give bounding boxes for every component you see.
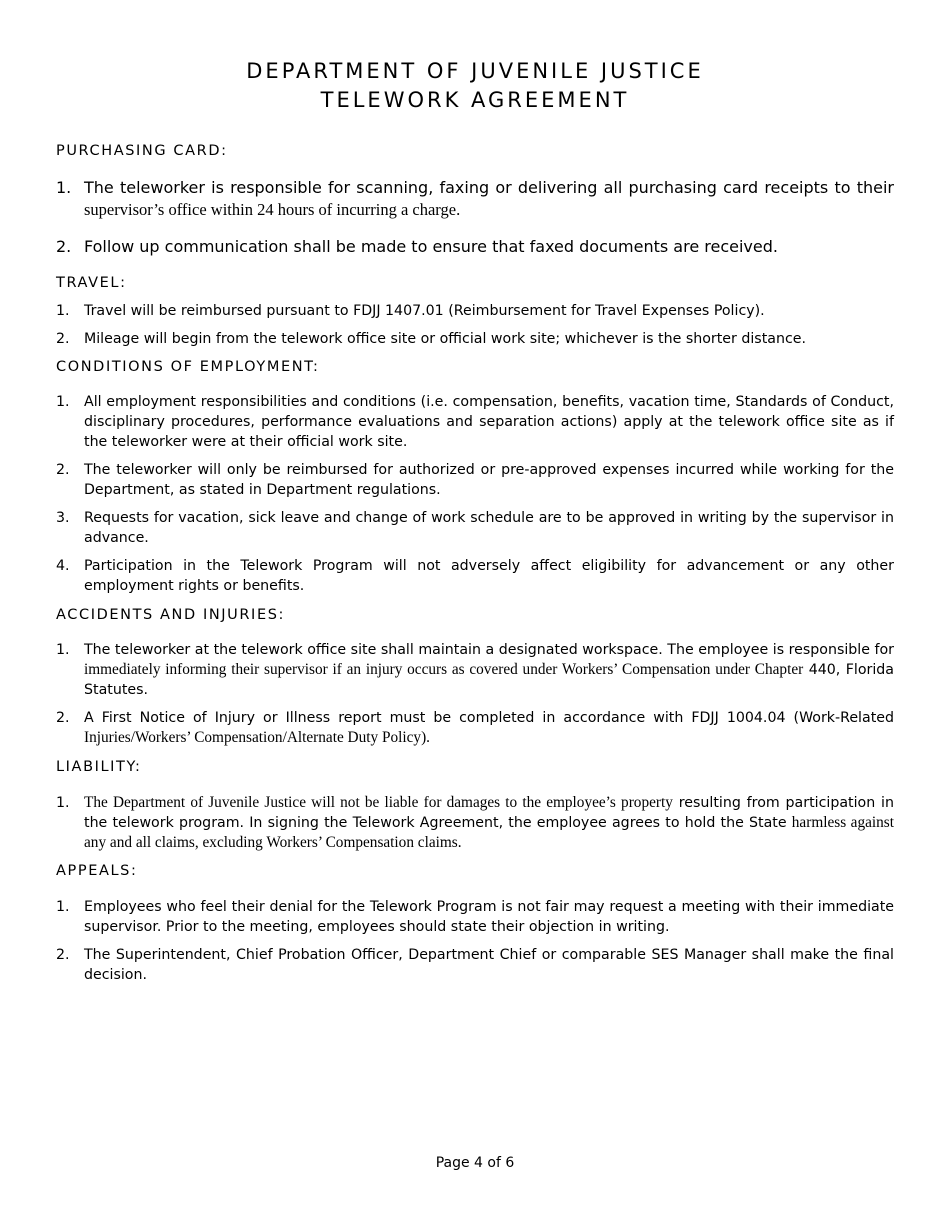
section-heading: TRAVEL: (56, 275, 127, 291)
list-item (56, 508, 894, 548)
item-text-serif: The Department of Juvenile Justice will not be liable for damages to the employee’s property (84, 794, 673, 811)
item-number: 2. (56, 237, 72, 256)
item-number: 2. (56, 947, 70, 963)
item-number: 3. (56, 510, 70, 526)
item-text-serif: Injuries/Workers’ Compensation/Alternate Duty Policy). (84, 729, 430, 746)
item-text: Participation in the Telework Program will not adversely affect eligibility for advancement or any other employment rights or benefits. (84, 558, 894, 594)
item-text: All employment responsibilities and conditions (i.e. compensation, benefits, vacation time, Standards of Conduct, disciplinary procedures, performance evaluations and separation actions) apply at the telework office site as if the teleworker were at their official work site. (84, 394, 894, 450)
section-heading: LIABILITY: (56, 759, 142, 775)
item-text-serif-2: harmless against any and all claims, excluding Workers’ Compensation claims. (84, 814, 895, 851)
section-liability (56, 757, 894, 853)
list-item (56, 793, 894, 853)
item-number: 1. (56, 899, 70, 915)
section-heading: PURCHASING CARD: (56, 143, 228, 159)
item-text: The teleworker at the telework office site shall maintain a designated workspace. The employee is responsible for (84, 642, 894, 658)
list-item (56, 301, 894, 321)
item-text: The teleworker will only be reimbursed for authorized or pre-approved expenses incurred while working for the Department, as stated in Department regulations. (84, 462, 894, 498)
list-item (56, 708, 894, 748)
title-line-1: DEPARTMENT OF JUVENILE JUSTICE (246, 59, 704, 83)
item-number: 4. (56, 558, 70, 574)
item-number: 1. (56, 178, 72, 197)
item-number: 1. (56, 642, 70, 658)
list-item (56, 640, 894, 700)
section-appeals (56, 861, 894, 985)
section-travel (56, 273, 894, 349)
item-number: 2. (56, 462, 70, 478)
section-heading: APPEALS: (56, 863, 138, 879)
item-text: The Superintendent, Chief Probation Officer, Department Chief or comparable SES Manager shall make the final decision. (84, 947, 894, 983)
item-text: A First Notice of Injury or Illness report must be completed in accordance with FDJJ 1004.04 (Work-Related (84, 710, 894, 726)
item-text-serif: supervisor’s office within 24 hours of incurring a charge. (84, 200, 461, 219)
list-item (56, 236, 894, 258)
item-number: 2. (56, 331, 70, 347)
item-number: 1. (56, 303, 70, 319)
section-heading: ACCIDENTS AND INJURIES: (56, 607, 285, 623)
list-item (56, 897, 894, 937)
title-line-2: TELEWORK AGREEMENT (320, 88, 630, 112)
list-item (56, 329, 894, 349)
item-text: The teleworker is responsible for scanning, faxing or delivering all purchasing card receipts to their (84, 178, 894, 197)
section-heading: CONDITIONS OF EMPLOYMENT: (56, 359, 320, 375)
item-text: Employees who feel their denial for the Telework Program is not fair may request a meeting with their immediate supervisor. Prior to the meeting, employees should state their objection in writing. (84, 899, 894, 935)
document-title (0, 57, 950, 115)
item-text: Requests for vacation, sick leave and change of work schedule are to be approved in writing by the supervisor in advance. (84, 510, 894, 546)
item-number: 1. (56, 795, 70, 811)
item-number: 1. (56, 394, 70, 410)
section-accidents-and-injuries (56, 605, 894, 748)
list-item (56, 460, 894, 500)
section-purchasing-card (56, 141, 894, 258)
section-conditions-of-employment (56, 357, 894, 596)
list-item (56, 392, 894, 452)
item-text-tail: 440, Florida Statutes. (84, 662, 894, 698)
item-text-serif: immediately informing their supervisor if an injury occurs as covered under Workers’ Compensation under Chapter (84, 661, 804, 678)
page-number: Page 4 of 6 (435, 1155, 515, 1171)
item-text: Mileage will begin from the telework office site or official work site; whichever is the shorter distance. (84, 331, 806, 347)
list-item (56, 556, 894, 596)
list-item (56, 945, 894, 985)
item-text: resulting from participation in the telework program. In signing the Telework Agreement, the employee agrees to hold the State (84, 795, 894, 831)
item-text: Travel will be reimbursed pursuant to FDJJ 1407.01 (Reimbursement for Travel Expenses Policy). (84, 303, 765, 319)
list-item (56, 177, 894, 221)
item-number: 2. (56, 710, 70, 726)
item-text: Follow up communication shall be made to ensure that faxed documents are received. (84, 237, 778, 256)
